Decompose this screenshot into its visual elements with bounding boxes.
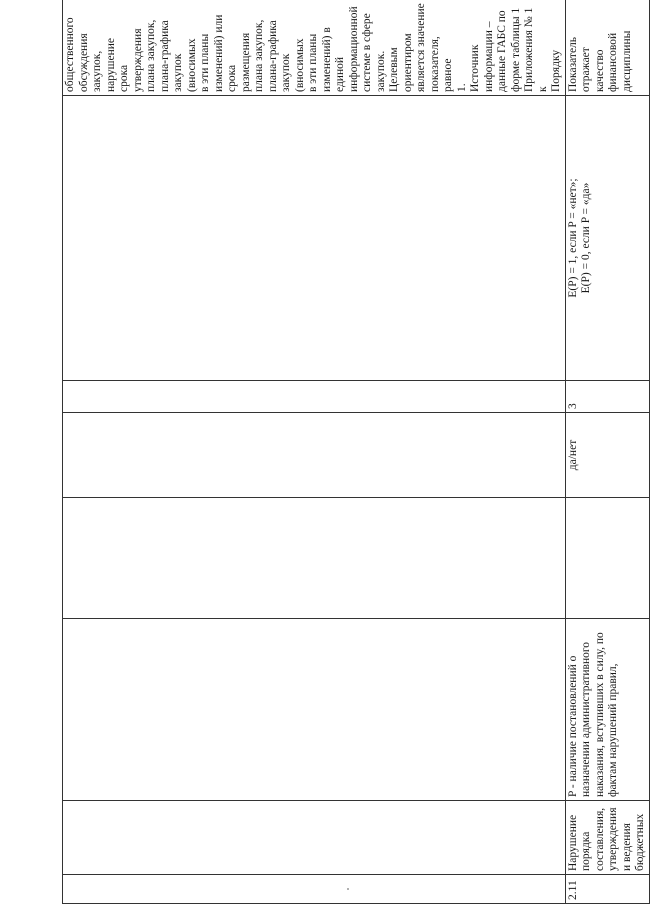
cell-indicator-name	[63, 801, 566, 875]
cell-number	[63, 875, 566, 904]
indicators-table	[62, 0, 650, 904]
cell-weight	[63, 381, 566, 413]
formula-value: E(P) = 1, если P = «нет»; E(P) = 0, если P = «да»	[565, 96, 649, 381]
table-row-2-11	[565, 0, 649, 904]
unit-value: да/нет	[565, 413, 649, 498]
indicator-name: Нарушение порядка составления, утверждения и ведения бюджетных	[565, 801, 649, 875]
cell-empty	[63, 498, 566, 619]
formula-description: P - наличие постановлений о назначении административного наказания, вступивших в силу, по фактам нарушений правил,	[565, 619, 649, 801]
rotated-table-page	[62, 3, 646, 904]
weight-value: 3	[565, 381, 649, 413]
table-row-continuation	[63, 0, 566, 904]
cell-formula	[63, 96, 566, 381]
row-number: 2.11	[565, 875, 649, 904]
cell-empty	[565, 498, 649, 619]
cell-formula-description	[63, 619, 566, 801]
scan-speck	[347, 888, 349, 890]
cell-source-text: общественного обсуждения закупок, нарушение срока утверждения плана закупок, плана-графика закупок (вносимых в эти планы изменений) или срока размещения плана закупок, плана-графика закупок (вносимых в эти планы изменений) в единой информационной системе в сфере закупок. Целевым ориентиром является значение показателя, равное 1. Источник информации – данные ГАБС по форме таблицы 1 Приложения № 1 к Порядку	[63, 0, 566, 96]
cell-unit	[63, 413, 566, 498]
comment-text: Показатель отражает качество финансовой дисциплины	[565, 0, 649, 96]
